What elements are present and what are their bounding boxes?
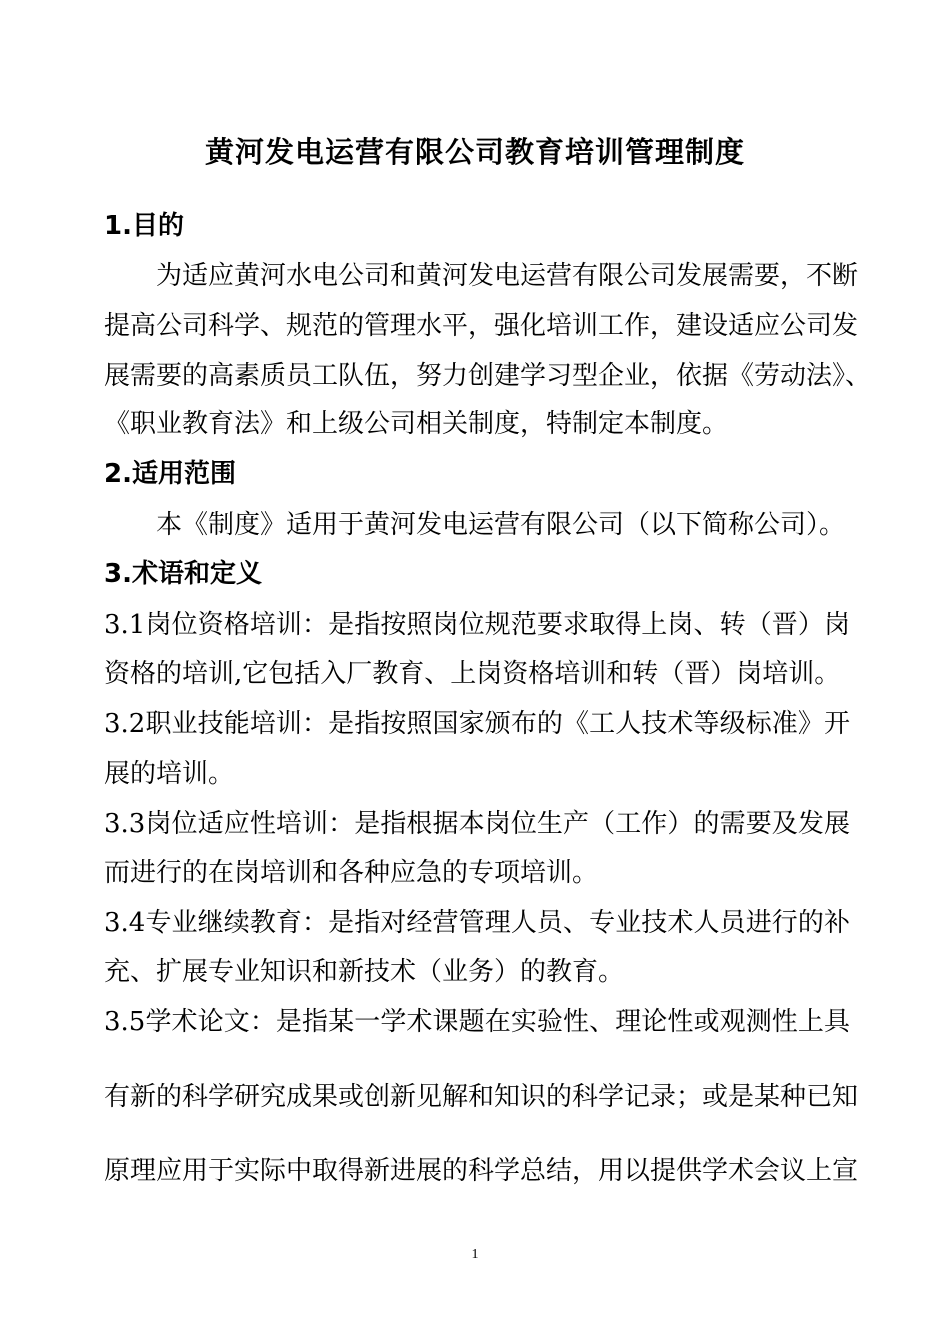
paragraph-line: 3.1岗位资格培训：是指按照岗位规范要求取得上岗、转（晋）岗 (104, 610, 850, 640)
paragraph-line: 充、扩展专业知识和新技术（业务）的教育。 (104, 957, 625, 987)
paragraph-line: 原理应用于实际中取得新进展的科学总结，用以提供学术会议上宣 (104, 1156, 859, 1186)
paragraph-line: 3.4专业继续教育：是指对经营管理人员、专业技术人员进行的补 (104, 908, 850, 938)
paragraph-line: 3.3岗位适应性培训：是指根据本岗位生产（工作）的需要及发展 (104, 809, 850, 839)
paragraph-line: 有新的科学研究成果或创新见解和知识的科学记录；或是某种已知 (104, 1082, 859, 1112)
paragraph-line: 《职业教育法》和上级公司相关制度，特制定本制度。 (104, 409, 729, 439)
section-heading-terms: 3.术语和定义 (104, 559, 262, 589)
paragraph-line: 3.5学术论文：是指某一学术课题在实验性、理论性或观测性上具 (104, 1007, 850, 1037)
document-title: 黄河发电运营有限公司教育培训管理制度 (204, 135, 745, 169)
page-number: 1 (471, 1247, 479, 1262)
paragraph-line: 3.2职业技能培训：是指按照国家颁布的《工人技术等级标准》开 (104, 709, 850, 739)
paragraph-line: 为适应黄河水电公司和黄河发电运营有限公司发展需要，不断 (156, 261, 859, 291)
paragraph-line: 提高公司科学、规范的管理水平，强化培训工作，建设适应公司发 (104, 311, 859, 341)
paragraph-line: 展的培训。 (104, 759, 235, 789)
paragraph-line: 而进行的在岗培训和各种应急的专项培训。 (104, 858, 599, 888)
section-heading-scope: 2.适用范围 (104, 459, 236, 489)
paragraph-line: 本《制度》适用于黄河发电运营有限公司（以下简称公司）。 (156, 510, 846, 540)
paragraph-line: 展需要的高素质员工队伍，努力创建学习型企业，依据《劳动法》、 (104, 361, 872, 391)
paragraph-line: 资格的培训,它包括入厂教育、上岗资格培训和转（晋）岗培训。 (104, 659, 841, 689)
section-heading-purpose: 1.目的 (104, 211, 184, 241)
